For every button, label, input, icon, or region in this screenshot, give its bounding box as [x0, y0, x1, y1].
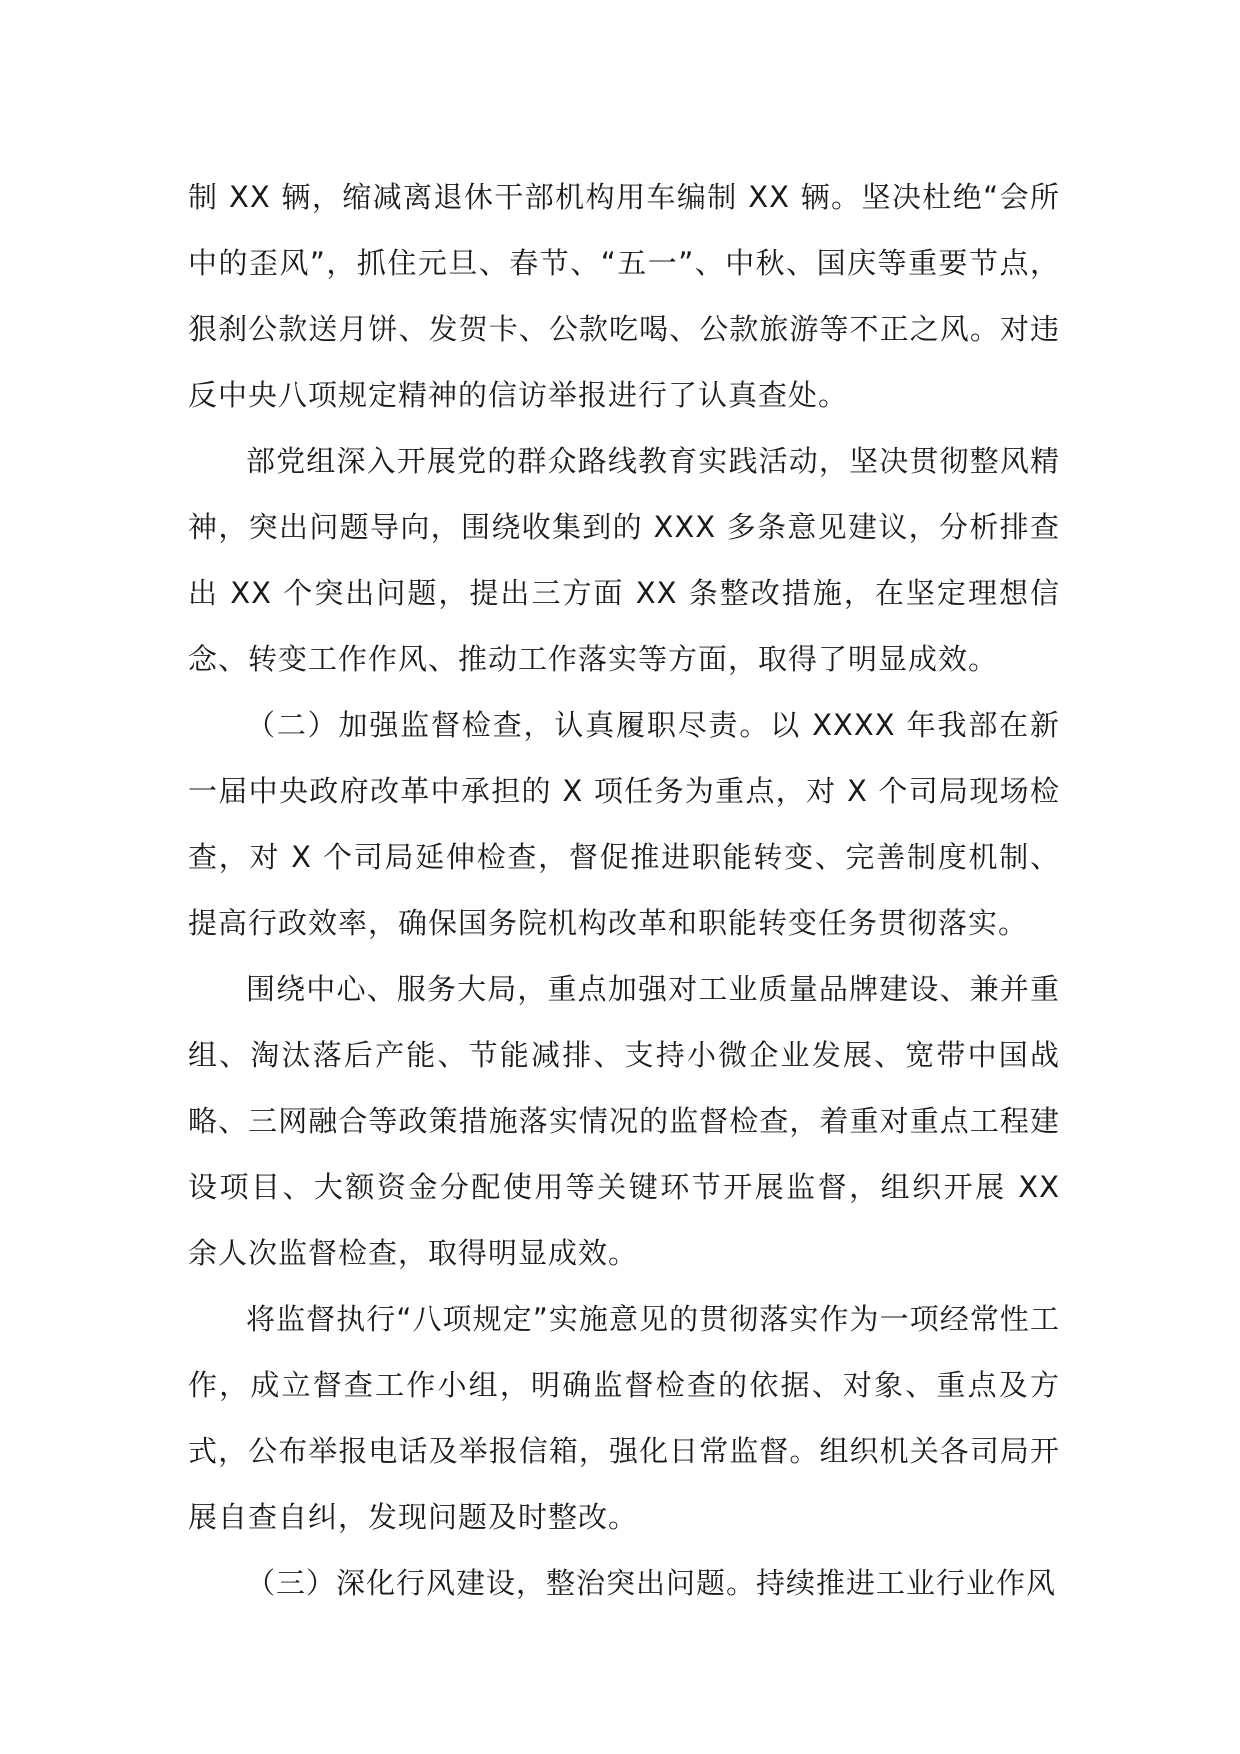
body-text: [188, 164, 1060, 1616]
paragraph-2: 部党组深入开展党的群众路线教育实践活动，坚决贯彻整风精神，突出问题导向，围绕收集到的 XXX 多条意见建议，分析排查出 XX 个突出问题，提出三方面 XX 条整改措施，在坚定理想信念、转变工作作风、推动工作落实等方面，取得了明显成效。: [188, 444, 1060, 676]
paragraph-4: 围绕中心、服务大局，重点加强对工业质量品牌建设、兼并重组、淘汰落后产能、节能减排、支持小微企业发展、宽带中国战略、三网融合等政策措施落实情况的监督检查，着重对重点工程建设项目、大额资金分配使用等关键环节开展监督，组织开展 XX 余人次监督检查，取得明显成效。: [188, 972, 1060, 1270]
paragraph-5: 将监督执行“八项规定”实施意见的贯彻落实作为一项经常性工作，成立督查工作小组，明确监督检查的依据、对象、重点及方式，公布举报电话及举报信箱，强化日常监督。组织机关各司局开展自查自纠，发现问题及时整改。: [188, 1302, 1060, 1534]
paragraph-1: 制 XX 辆，缩减离退休干部机构用车编制 XX 辆。坚决杜绝“会所中的歪风”，抓住元旦、春节、“五一”、中秋、国庆等重要节点，狠刹公款送月饼、发贺卡、公款吃喝、公款旅游等不正之风。对违反中央八项规定精神的信访举报进行了认真查处。: [188, 180, 1060, 412]
paragraph-3-section-two-heading: （二）加强监督检查，认真履职尽责。以 XXXX 年我部在新一届中央政府改革中承担的 X 项任务为重点，对 X 个司局现场检查，对 X 个司局延伸检查，督促推进职能转变、完善制度机制、提高行政效率，确保国务院机构改革和职能转变任务贯彻落实。: [188, 708, 1060, 940]
paragraph-6-section-three-heading: （三）深化行风建设，整治突出问题。持续推进工业行业作风: [246, 1566, 1057, 1600]
